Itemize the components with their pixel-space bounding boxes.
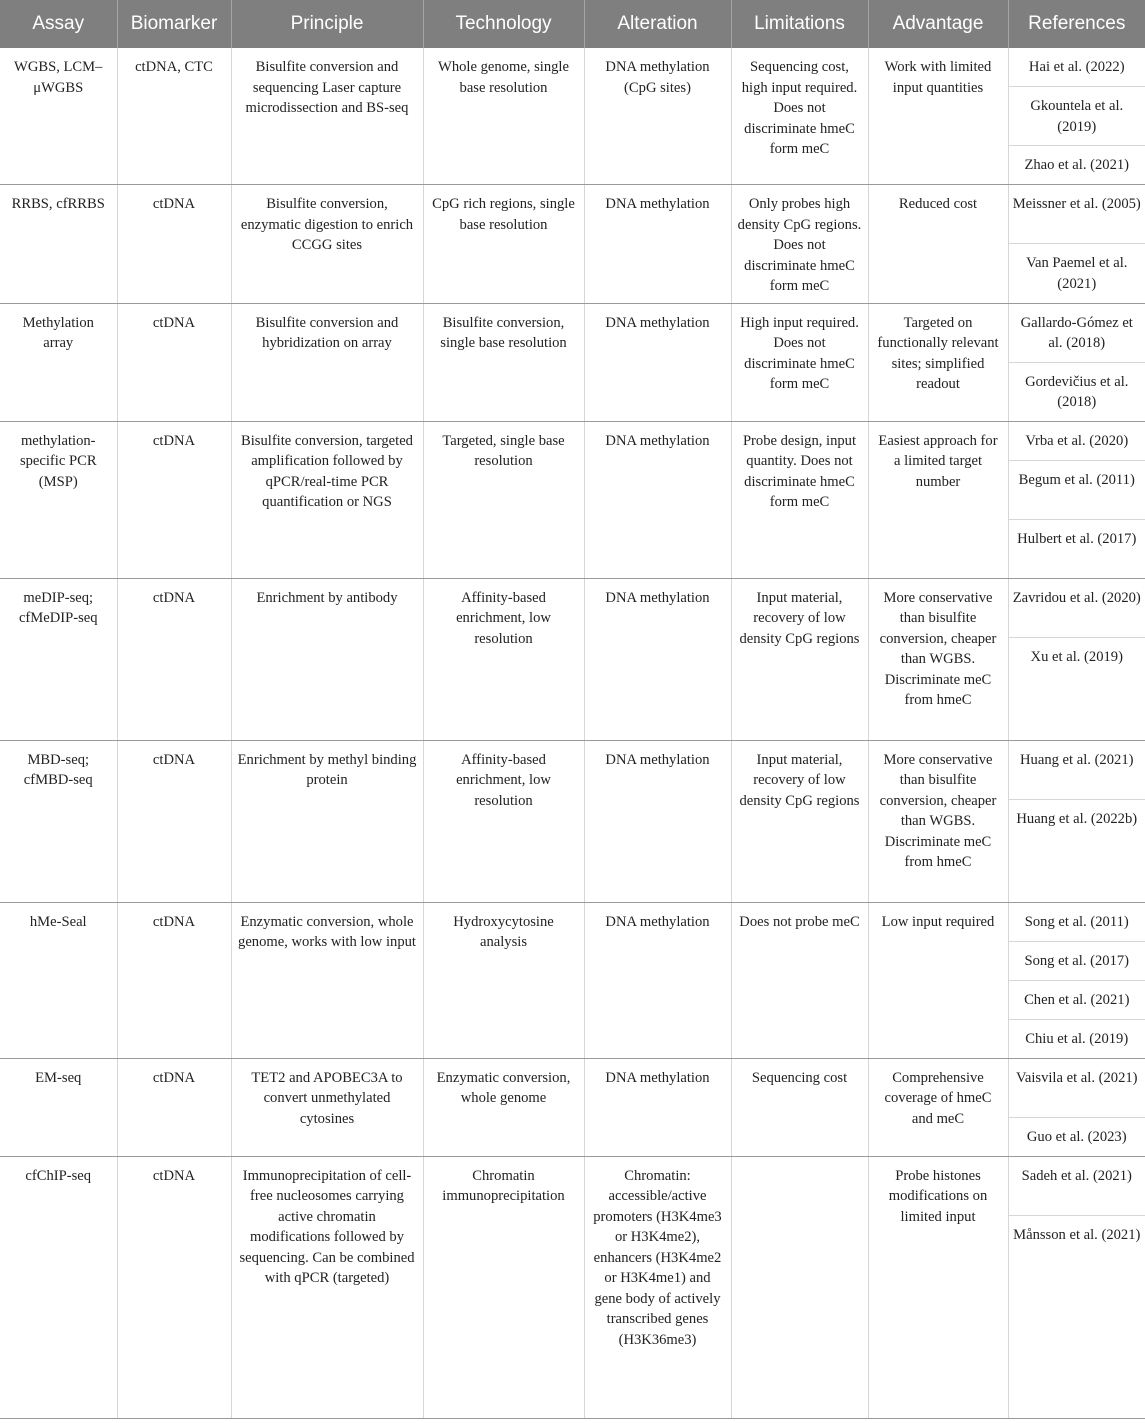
reference-item: Song et al. (2017) (1009, 942, 1145, 981)
references-cell (1008, 740, 1145, 902)
advantage-cell: Work with limited input quantities (868, 48, 1008, 185)
reference-item: Vrba et al. (2020) (1009, 422, 1145, 461)
reference-item: Månsson et al. (2021) (1013, 1226, 1141, 1243)
technology-cell: Targeted, single base resolution (423, 421, 584, 578)
biomarker-cell: ctDNA (117, 421, 231, 578)
table-row (0, 185, 1145, 304)
references-cell (1008, 578, 1145, 740)
alteration-cell: DNA methylation (584, 902, 731, 1058)
technology-cell: Whole genome, single base resolution (423, 48, 584, 185)
assay-cell: EM-seq (0, 1058, 117, 1156)
reference-item: Xu et al. (2019) (1030, 648, 1123, 665)
table-row (0, 1058, 1145, 1156)
principle-cell: Immunoprecipitation of cell-free nucleosomes carrying active chromatin modifications followed by sequencing. Can be combined with qPCR (targeted) (231, 1156, 423, 1418)
biomarker-cell: ctDNA (117, 578, 231, 740)
reference-item: Gordevičius et al. (2018) (1025, 373, 1129, 410)
principle-cell: Enzymatic conversion, whole genome, works with low input (231, 902, 423, 1058)
alteration-cell: DNA methylation (584, 740, 731, 902)
assay-cell: meDIP-seq; cfMeDIP-seq (0, 578, 117, 740)
assay-cell: cfChIP-seq (0, 1156, 117, 1418)
principle-cell: TET2 and APOBEC3A to convert unmethylated cytosines (231, 1058, 423, 1156)
limitations-cell: Probe design, input quantity. Does not discriminate hmeC form meC (731, 421, 868, 578)
references-cell (1008, 48, 1145, 185)
assay-cell: MBD-seq; cfMBD-seq (0, 740, 117, 902)
limitations-cell: Input material, recovery of low density CpG regions (731, 740, 868, 902)
reference-item: Song et al. (2011) (1009, 903, 1145, 942)
technology-cell: Enzymatic conversion, whole genome (423, 1058, 584, 1156)
principle-cell: Enrichment by antibody (231, 578, 423, 740)
advantage-cell: Easiest approach for a limited target number (868, 421, 1008, 578)
reference-item: Sadeh et al. (2021) (1009, 1157, 1145, 1216)
limitations-cell: Does not probe meC (731, 902, 868, 1058)
advantage-cell: Comprehensive coverage of hmeC and meC (868, 1058, 1008, 1156)
header-references: References (1008, 0, 1145, 48)
table-row (0, 48, 1145, 185)
technology-cell: CpG rich regions, single base resolution (423, 185, 584, 304)
advantage-cell: Targeted on functionally relevant sites; simplified readout (868, 303, 1008, 421)
references-cell (1008, 1156, 1145, 1418)
reference-item: Begum et al. (2011) (1009, 461, 1145, 520)
table-row (0, 740, 1145, 902)
reference-item: Zavridou et al. (2020) (1009, 579, 1145, 638)
reference-item: Hulbert et al. (2017) (1017, 530, 1137, 547)
reference-item: Van Paemel et al. (2021) (1026, 255, 1128, 292)
limitations-cell: Input material, recovery of low density CpG regions (731, 578, 868, 740)
table-row (0, 1156, 1145, 1418)
alteration-cell: DNA methylation (584, 421, 731, 578)
principle-cell: Bisulfite conversion, targeted amplification followed by qPCR/real-time PCR quantification or NGS (231, 421, 423, 578)
header-assay: Assay (0, 0, 117, 48)
principle-cell: Bisulfite conversion and sequencing Laser capture microdissection and BS-seq (231, 48, 423, 185)
reference-item: Gallardo-Gómez et al. (2018) (1009, 304, 1145, 363)
header-biomarker: Biomarker (117, 0, 231, 48)
references-cell (1008, 902, 1145, 1058)
table-header (0, 0, 1145, 48)
advantage-cell: More conservative than bisulfite conversion, cheaper than WGBS. Discriminate meC from hmeC (868, 740, 1008, 902)
table-row (0, 578, 1145, 740)
table-row (0, 902, 1145, 1058)
advantage-cell: Reduced cost (868, 185, 1008, 304)
table-row (0, 421, 1145, 578)
alteration-cell: Chromatin: accessible/active promoters (H3K4me3 or H3K4me2), enhancers (H3K4me2 or H3K4me1) and gene body of actively transcribed genes (H3K36me3) (584, 1156, 731, 1418)
references-cell (1008, 185, 1145, 304)
technology-cell: Affinity-based enrichment, low resolution (423, 578, 584, 740)
biomarker-cell: ctDNA (117, 1156, 231, 1418)
alteration-cell: DNA methylation (584, 1058, 731, 1156)
alteration-cell: DNA methylation (584, 578, 731, 740)
advantage-cell: Low input required (868, 902, 1008, 1058)
limitations-cell: Sequencing cost (731, 1058, 868, 1156)
biomarker-cell: ctDNA, CTC (117, 48, 231, 185)
reference-item: Chiu et al. (2019) (1025, 1030, 1129, 1047)
biomarker-cell: ctDNA (117, 1058, 231, 1156)
header-advantage: Advantage (868, 0, 1008, 48)
alteration-cell: DNA methylation (CpG sites) (584, 48, 731, 185)
assay-cell: RRBS, cfRRBS (0, 185, 117, 304)
technology-cell: Chromatin immunoprecipitation (423, 1156, 584, 1418)
technology-cell: Affinity-based enrichment, low resolution (423, 740, 584, 902)
limitations-cell: High input required. Does not discriminate hmeC form meC (731, 303, 868, 421)
header-limitations: Limitations (731, 0, 868, 48)
principle-cell: Bisulfite conversion and hybridization on array (231, 303, 423, 421)
assay-cell: WGBS, LCM–μWGBS (0, 48, 117, 185)
header-principle: Principle (231, 0, 423, 48)
alteration-cell: DNA methylation (584, 303, 731, 421)
biomarker-cell: ctDNA (117, 303, 231, 421)
principle-cell: Enrichment by methyl binding protein (231, 740, 423, 902)
reference-item: Vaisvila et al. (2021) (1009, 1059, 1145, 1118)
reference-item: Gkountela et al. (2019) (1009, 87, 1145, 146)
limitations-cell: Sequencing cost, high input required. Does not discriminate hmeC form meC (731, 48, 868, 185)
reference-item: Chen et al. (2021) (1009, 981, 1145, 1020)
header-alteration: Alteration (584, 0, 731, 48)
principle-cell: Bisulfite conversion, enzymatic digestion to enrich CCGG sites (231, 185, 423, 304)
reference-item: Hai et al. (2022) (1009, 48, 1145, 87)
biomarker-cell: ctDNA (117, 902, 231, 1058)
reference-item: Guo et al. (2023) (1026, 1128, 1127, 1145)
references-cell (1008, 421, 1145, 578)
header-technology: Technology (423, 0, 584, 48)
references-cell (1008, 1058, 1145, 1156)
limitations-cell (731, 1156, 868, 1418)
reference-item: Zhao et al. (2021) (1024, 157, 1130, 173)
assay-cell: hMe-Seal (0, 902, 117, 1058)
limitations-cell: Only probes high density CpG regions. Does not discriminate hmeC form meC (731, 185, 868, 304)
technology-cell: Hydroxycytosine analysis (423, 902, 584, 1058)
table-row (0, 303, 1145, 421)
reference-item: Huang et al. (2022b) (1016, 810, 1138, 827)
advantage-cell: Probe histones modifications on limited input (868, 1156, 1008, 1418)
assay-cell: Methylation array (0, 303, 117, 421)
technology-cell: Bisulfite conversion, single base resolution (423, 303, 584, 421)
references-cell (1008, 303, 1145, 421)
alteration-cell: DNA methylation (584, 185, 731, 304)
header-row (0, 0, 1145, 48)
assay-cell: methylation-specific PCR (MSP) (0, 421, 117, 578)
biomarker-cell: ctDNA (117, 185, 231, 304)
advantage-cell: More conservative than bisulfite conversion, cheaper than WGBS. Discriminate meC from hmeC (868, 578, 1008, 740)
biomarker-cell: ctDNA (117, 740, 231, 902)
reference-item: Huang et al. (2021) (1009, 741, 1145, 800)
reference-item: Meissner et al. (2005) (1009, 185, 1145, 244)
